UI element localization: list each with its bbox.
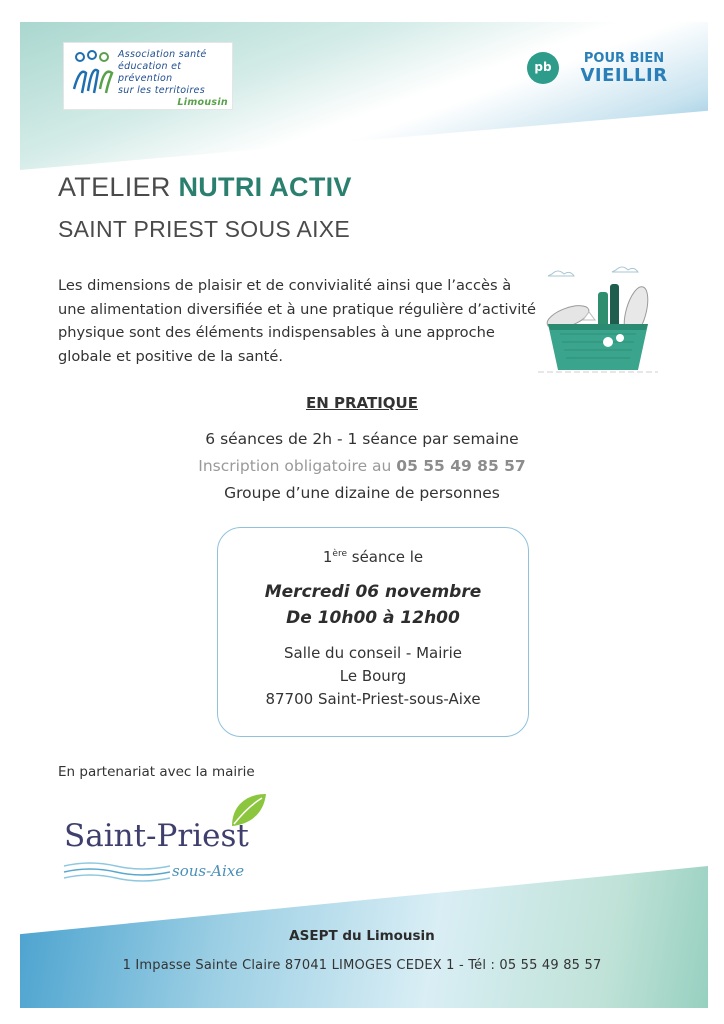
en-pratique-heading: EN PRATIQUE: [305, 394, 418, 412]
association-line-3: sur les territoires: [118, 85, 205, 96]
title-accent: NUTRI ACTIV: [178, 172, 352, 202]
group-info: Groupe d’une dizaine de personnes: [224, 484, 500, 502]
ordinal: 1: [322, 548, 333, 566]
session-venue: Salle du conseil - Mairie: [284, 644, 462, 662]
association-line-1: Association santé: [118, 49, 207, 60]
session-city: 87700 Saint-Priest-sous-Aixe: [265, 690, 481, 708]
waves-icon: [62, 860, 172, 882]
saint-priest-sub: sous-Aixe: [172, 862, 245, 880]
session-place: Le Bourg: [339, 667, 407, 685]
session-label: séance le: [346, 548, 424, 566]
intro-paragraph: Les dimensions de plaisir et de convivialité ainsi que l’accès à une alimentation diversifiée et à une pratique régulière d’activité physique sont des éléments indispensables à une approche globale et positive de la santé.: [58, 277, 536, 365]
footer-address: 1 Impasse Sainte Claire 87041 LIMOGES CEDEX 1 - Tél : 05 55 49 85 57: [122, 958, 602, 973]
basket-illustration-icon: [538, 262, 658, 377]
first-session-label: [218, 548, 528, 566]
ordinal-sup: ère: [332, 549, 347, 559]
partnership-text: En partenariat avec la mairie: [58, 764, 255, 780]
association-line-2: éducation et prévention: [118, 61, 182, 84]
saint-priest-logo: [60, 792, 280, 892]
registration-phone: 05 55 49 85 57: [396, 457, 526, 475]
page-subtitle: SAINT PRIEST SOUS AIXE: [58, 216, 351, 242]
saint-priest-name: Saint-Priest: [64, 818, 249, 854]
sessions-info: 6 séances de 2h - 1 séance par semaine: [205, 430, 519, 448]
footer-org: ASEPT du Limousin: [289, 928, 435, 944]
association-line-4: Limousin: [177, 97, 228, 108]
session-date: Mercredi 06 novembre: [264, 582, 482, 602]
session-box: [217, 527, 529, 737]
pbv-badge-icon: pb: [527, 52, 559, 84]
association-logo: [63, 42, 233, 110]
title-prefix: ATELIER: [58, 172, 179, 202]
page-title: [58, 172, 352, 203]
pbv-line-1: POUR BIEN: [583, 51, 665, 66]
pbv-line-2: VIEILLIR: [580, 65, 668, 86]
session-time: De 10h00 à 12h00: [286, 608, 460, 628]
registration-info: [0, 457, 724, 475]
people-logo-icon: [70, 49, 118, 97]
registration-label: Inscription obligatoire au: [198, 457, 397, 475]
